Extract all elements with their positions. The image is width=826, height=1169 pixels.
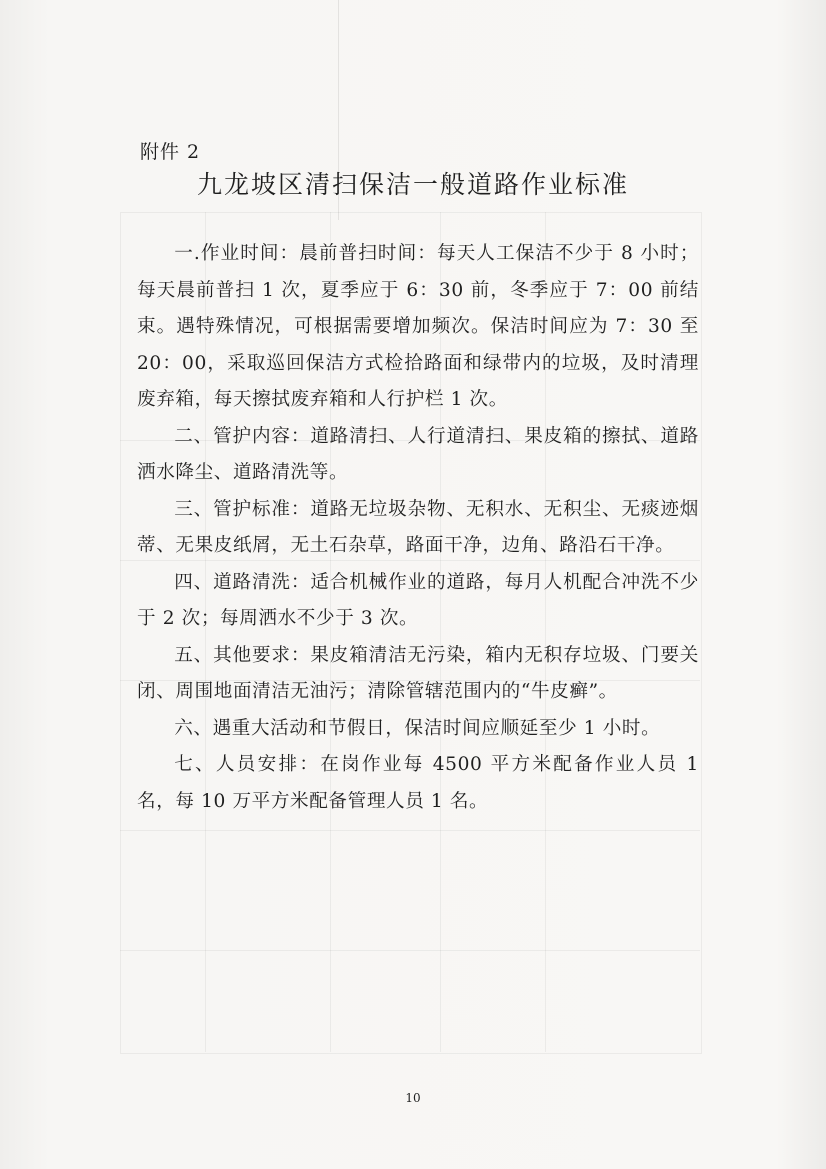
paragraph-road-washing: 四、道路清洗：适合机械作业的道路，每月人机配合冲洗不少于 2 次；每周洒水不少于 3 次。 [137,571,699,629]
bleed-through-line [120,950,700,951]
paragraph-holidays: 六、遇重大活动和节假日，保洁时间应顺延至少 1 小时。 [174,717,661,739]
paragraph-maintenance-standard: 三、管护标准：道路无垃圾杂物、无积水、无积尘、无痰迹烟蒂、无果皮纸屑，无土石杂草，路面干净，边角、路沿石干净。 [137,498,699,556]
paragraph-work-hours: 一.作业时间：晨前普扫时间：每天人工保洁不少于 8 小时；每天晨前普扫 1 次，夏季应于 6：30 前，冬季应于 7：00 前结束。遇特殊情况，可根据需要增加频次。保洁时间应为 7：30 至 20：00，采取巡回保洁方式检拾路面和绿带内的垃圾，及时清理废弃箱，每天擦拭废弃箱和人行护栏 1 次。 [137,243,699,410]
paragraph-staffing: 七、人员安排：在岗作业每 4500 平方米配备作业人员 1 名，每 10 万平方米配备管理人员 1 名。 [137,754,699,812]
attachment-label: 附件 2 [140,141,201,163]
bleed-through-line [120,830,700,831]
paragraph-maintenance-content: 二、管护内容：道路清扫、人行道清扫、果皮箱的擦拭、道路洒水降尘、道路清洗等。 [137,425,699,483]
page-title: 九龙坡区清扫保洁一般道路作业标准 [196,170,629,199]
document-body [137,236,699,820]
paragraph-other-requirements: 五、其他要求：果皮箱清洁无污染，箱内无积存垃圾、门要关闭、周围地面清洁无油污；清除管辖范围内的“牛皮癣”。 [137,644,699,702]
page-number: 10 [405,1091,421,1105]
